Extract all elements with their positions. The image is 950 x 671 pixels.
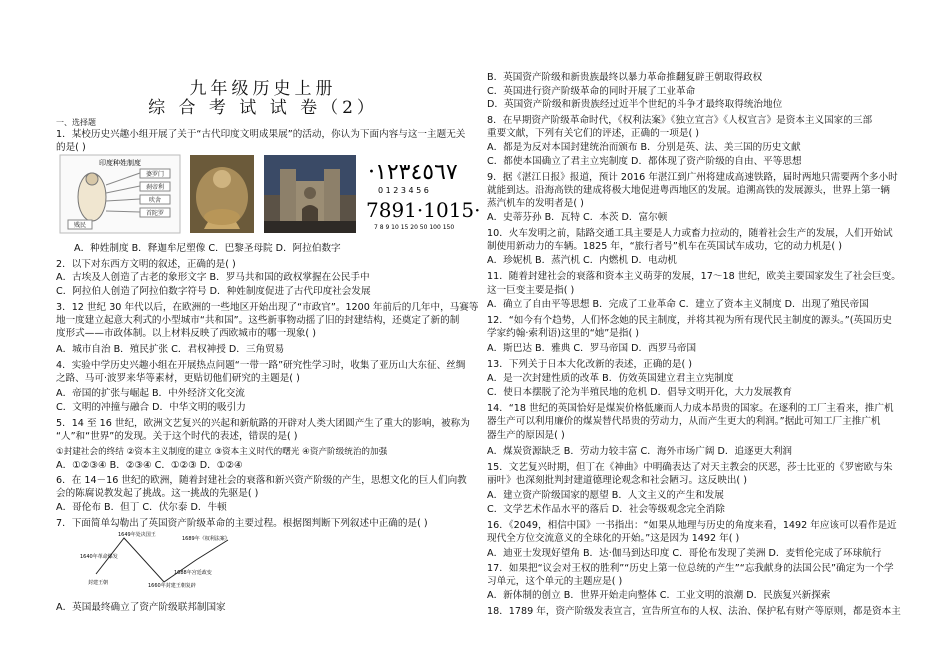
caste-2: 刹帝利 [145, 184, 165, 191]
caste-4: 首陀罗 [145, 210, 165, 217]
right-line-16: A．确立了自由平等思想 B．完成了工业革命 C．建立了资本主义制度 D．出现了殖民帝国 [487, 299, 869, 310]
q4-ab: A．帝国的扩张与崛起 B．中外经济文化交流 [56, 388, 245, 399]
arabic-numerals-image [364, 155, 481, 233]
right-line-11: 10．火车发明之前，陆路交通工具主要是人力或畜力拉动的，随着社会生产的发展，人们开始试 [487, 228, 893, 239]
q5-options: A．①②③④ B．②③④ C．①②③ D．①②④ [56, 460, 243, 471]
right-line-31: 16．《2049，相信中国》一书指出：“如果从地理与历史的角度来看，1492 年应该可以看作是近 [487, 520, 897, 531]
section-heading: 一、选择题 [56, 118, 96, 127]
q1-line2: 的是( ) [56, 142, 86, 153]
right-line-14: 11．随着封建社会的衰落和资本主义萌芽的发展，17～18 世纪，欧美主要国家发生了社会巨变。 [487, 271, 901, 282]
right-line-18: 学家约翰·索利语)这里的“她”是指( ) [487, 328, 639, 339]
right-line-13: A．珍妮机 B．蒸汽机 C．内燃机 D．电动机 [487, 255, 677, 266]
q2-ab: A．古埃及人创造了古老的象形文字 B．罗马共和国的政权掌握在公民手中 [56, 272, 370, 283]
q6-line1: 6．在 14－16 世纪的欧洲，随着封建社会的衰落和新兴资产阶级的产生，思想文化的巨人们向教 [56, 475, 467, 486]
timeline-label-4: 封建王朝 [88, 580, 109, 586]
right-line-26: A．煤炭资源缺乏 B．劳动力较丰富 C．海外市场广阔 D．追逐更大利润 [487, 446, 793, 457]
right-line-34: 17．如果把“议会对王权的胜利”“历史上第一位总统的产生”“忘我献身的法国公民”确定为一个学 [487, 563, 894, 574]
notre-dame-image [264, 155, 356, 233]
revolution-timeline-chart [78, 530, 238, 588]
q1-images [60, 155, 481, 235]
right-line-3: 8．在早期资产阶级革命时代，《权利法案》《独立宣言》《人权宣言》是资本主义国家的三部 [487, 115, 873, 126]
timeline-label-2: 1689年《权利法案》 [182, 536, 230, 542]
numerals-eastern: ·١٢٣٤٥٦٧ [368, 160, 458, 185]
right-line-10: A．史蒂芬孙 B．瓦特 C．本茨 D．富尔顿 [487, 212, 668, 223]
right-line-23: 14．“18 世纪的英国恰好是煤炭价格低廉而人力成本昂贵的国家。在逐利的工厂主看来，推广机 [487, 403, 894, 414]
q6-options: A．哥伦布 B．但丁 C．伏尔泰 D．牛顿 [56, 502, 227, 513]
right-line-2: D．英国资产阶级和新贵族经过近半个世纪的斗争才最终取得统治地位 [487, 99, 783, 110]
right-line-22: C．使日本摆脱了沦为半殖民地的危机 D．倡导文明开化，大力发展教育 [487, 387, 792, 398]
q3-line1: 3．12 世纪 30 年代以后，在欧洲的一些地区开始出现了“市政官”。1200 年前后的几年中，马赛等 [56, 302, 479, 313]
right-line-32: 现代全方位交流意义的全球化的开始。”这是因为 1492 年( ) [487, 533, 740, 544]
buddha-statue-image [190, 155, 254, 233]
right-line-20: 13．下列关于日本大化改新的表述，正确的是( ) [487, 359, 693, 370]
q3-line3: 度形式——市政体制。以上材料反映了西欧城市的哪一现象( ) [56, 328, 316, 339]
paper-title: 九年级历史上册 [189, 79, 337, 99]
paper-subtitle: 综 合 考 试 试 卷（2） [148, 98, 378, 118]
right-line-29: A．建立资产阶级国家的愿望 B．人文主义的产生和发展 [487, 490, 724, 501]
right-line-36: A．新体制的创立 B．世界开始走向整体 C．工业文明的浪潮 D．民族复兴新探索 [487, 590, 831, 601]
right-line-37: 18．1789 年，资产阶级发表宣言，宣告所宣布的人权、法治、保护私有财产等原则，都是资本主 [487, 606, 901, 617]
diagram-title: 印度种姓制度 [99, 159, 141, 167]
numerals-western: 0 1 2 3 4 5 6 [378, 186, 429, 195]
right-line-17: 12．“如今有个趋势，人们怀念她的民主制度，并将其视为所有现代民主制度的源头。”(英国历史 [487, 315, 892, 326]
right-line-0: B．英国资产阶级和新贵族最终以暴力革命推翻复辟王朝取得政权 [487, 72, 763, 83]
timeline-label-0: 1640年革命爆发 [80, 554, 118, 560]
right-line-33: A．迪亚士发现好望角 B．达·伽马到达印度 C．哥伦布发现了美洲 D．麦哲伦完成了环球航行 [487, 548, 882, 559]
right-line-5: A．都是为反对本国封建统治而颁布 B．分别是英、法、美三国的历史文献 [487, 142, 801, 153]
right-line-9: 蒸汽机车的发明者是( ) [487, 198, 584, 209]
caste-1: 婆罗门 [145, 171, 165, 178]
q6-line2: 会的陈腐说教发起了挑战。这一挑战的先驱是( ) [56, 488, 259, 499]
q4-line2: 之路、马可·波罗来华等素材，更贴切他们研究的主题是( ) [56, 373, 300, 384]
right-line-25: 器生产的原因是( ) [487, 430, 565, 441]
right-line-27: 15．文艺复兴时期，但丁在《神曲》中明确表达了对天主教会的厌恶，莎士比亚的《罗密欧与朱 [487, 462, 893, 473]
timeline-label-3: 1688年宫廷政变 [174, 570, 212, 576]
right-line-21: A．是一次封建性质的改革 B．仿效英国建立君主立宪制度 [487, 373, 734, 384]
right-line-15: 这一巨变主要是指( ) [487, 285, 575, 296]
q1-line1: 1．某校历史兴趣小组开展了关于“古代印度文明成果展”的活动，你认为下面内容与这一主题无关 [56, 129, 466, 140]
q2-stem: 2．以下对东西方文明的叙述，正确的是( ) [56, 259, 236, 270]
right-line-8: 就能到达。沿海高铁的建成将极大地促进粤西地区的发展。追溯高铁的发展源头，世界上第一辆 [487, 185, 890, 196]
q3-line2: 地一度建立起意大利式的小型城市“共和国”。这些新事物动摇了旧的封建结构，还奠定了新的制 [56, 315, 460, 326]
q1-options: A．种姓制度 B．释迦牟尼塑像 C．巴黎圣母院 D．阿拉伯数字 [74, 243, 341, 254]
q2-cd: C．阿拉伯人创造了阿拉伯数字符号 D．种姓制度促进了古代印度社会发展 [56, 286, 371, 297]
timeline-svg [78, 530, 238, 588]
right-line-24: 器生产可以利用廉价的煤炭替代昂贵的劳动力，从而产生更大的利润。”据此可知工厂主推广机 [487, 416, 881, 427]
caste-3: 吠舍 [148, 197, 162, 204]
right-line-4: 重要文献，下列有关它们的评述，正确的一项是( ) [487, 128, 700, 139]
q5-line1: 5．14 至 16 世纪，欧洲文艺复兴的兴起和新航路的开辟对人类大团圆产生了重大的影响，被称为 [56, 418, 470, 429]
q7-option-a: A．英国最终确立了资产阶级联邦制国家 [56, 602, 226, 613]
q5-line2: “人”和“世界”的发现。关于这个时代的表述，错误的是( ) [56, 431, 298, 442]
numerals-modern: 7891·1015· [366, 198, 481, 222]
right-line-19: A．斯巴达 B．雅典 C．罗马帝国 D．西罗马帝国 [487, 343, 697, 354]
right-line-35: 习单元，这个单元的主题应是( ) [487, 576, 623, 587]
q4-cd: C．文明的冲撞与融合 D．中华文明的吸引力 [56, 402, 246, 413]
caste-5: 贱民 [73, 222, 87, 229]
right-line-30: C．文学艺术作品水平的落后 D．社会等级观念完全消除 [487, 504, 725, 515]
right-line-28: 丽叶》也深刻批判封建道德理论观念和社会陋习。这反映出( ) [487, 475, 747, 486]
q5-items: ①封建社会的终结 ②资本主义制度的建立 ③资本主义时代的曙光 ④资产阶级统治的加强 [56, 447, 388, 457]
right-line-7: 9．据《湛江日报》报道，预计 2016 年湛江到广州将建成高速铁路，届时两地只需要两个多小时 [487, 172, 898, 183]
right-line-1: C．英国进行资产阶级革命的同时开展了工业革命 [487, 86, 696, 97]
timeline-label-1: 1649年处决国王 [118, 532, 156, 538]
timeline-label-5: 1660年封建王朝复辟 [148, 583, 196, 589]
q4-line1: 4．实验中学历史兴趣小组在开展热点问题“一带一路”研究性学习时，收集了亚历山大东征、丝绸 [56, 360, 466, 371]
right-line-12: 制使用新动力的车辆。1825 年，“旅行者号”机车在英国试车成功，它的动力机是( ) [487, 241, 842, 252]
caste-diagram-image [60, 155, 180, 233]
q3-options: A．城市自治 B．殖民扩张 C．君权神授 D．三角贸易 [56, 344, 285, 355]
right-line-6: C．都使本国确立了君主立宪制度 D．都体现了资产阶级的自由、平等思想 [487, 156, 802, 167]
q7-stem: 7．下面简单勾勒出了英国资产阶级革命的主要过程。根据图判断下列叙述中正确的是( ) [56, 518, 428, 529]
numerals-subs: 7 8 9 10 15 20 50 100 150 [374, 224, 455, 231]
